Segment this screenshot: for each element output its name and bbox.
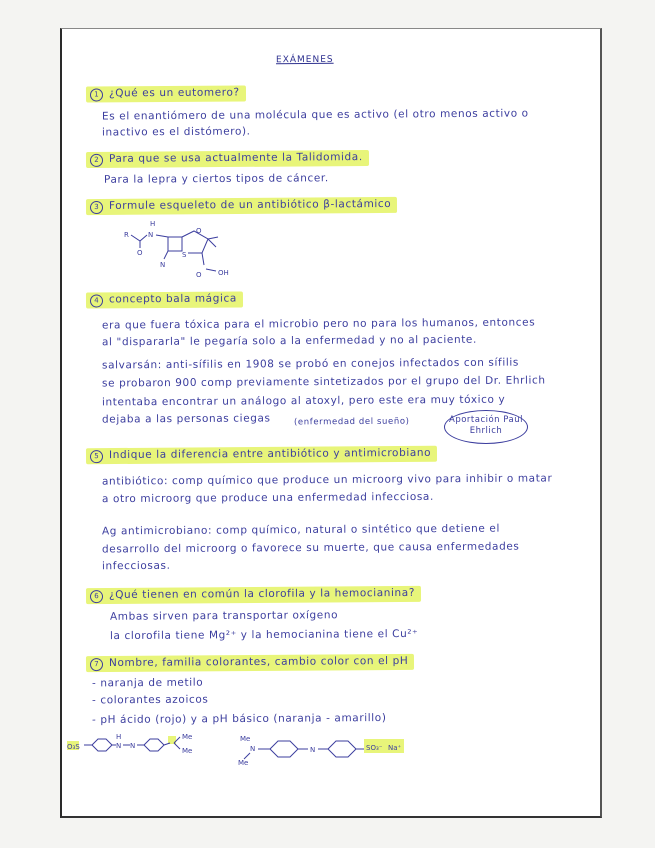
answer-4-line-4: se probaron 900 comp previamente sintetizados por el grupo del Dr. Ehrlich [101, 374, 546, 390]
answer-5-line-3: Ag antimicrobiano: comp químico, natural o sintético que detiene el [101, 522, 501, 538]
beta-lactam-structure [122, 217, 252, 279]
answer-7-line-2: - colorantes azoicos [91, 693, 209, 707]
struct-label-oh: OH [218, 269, 229, 277]
question-number-4: 4 [90, 294, 103, 307]
question-4 [86, 291, 243, 308]
question-7 [86, 654, 414, 672]
benzene-ring-3 [270, 741, 298, 757]
answer-7-line-3: - pH ácido (rojo) y a pH básico (naranja - amarillo) [91, 711, 387, 727]
answer-7-line-1: - naranja de metilo [91, 676, 204, 690]
question-6-text: ¿Qué tienen en común la clorofila y la hemocianina? [108, 586, 416, 602]
exam-sheet [60, 28, 602, 818]
oval-note-line-1: Aportación Paul [449, 415, 523, 425]
question-number-1: 1 [90, 88, 103, 101]
struct-thiazolidine-ring [182, 231, 208, 253]
mo-label-so3-left: O₃S [67, 743, 80, 751]
mo-label-n4: N [310, 746, 316, 754]
answer-6-line-2: la clorofila tiene Mg²⁺ y la hemocianina tiene el Cu²⁺ [109, 627, 419, 643]
struct-lactam-carbonyl [164, 251, 168, 259]
question-number-5: 5 [90, 450, 103, 463]
question-5 [86, 446, 437, 464]
struct-carboxyl-bond [202, 253, 204, 265]
struct-label-r: R [124, 231, 129, 239]
methyl-orange-structures [64, 729, 600, 779]
mo-label-so3-right: SO₃⁻ [366, 744, 383, 752]
ehrlich-contribution-note [444, 410, 528, 444]
answer-1-line-2: inactivo es el distómero). [101, 125, 251, 139]
struct-lactam-ring [168, 237, 182, 251]
struct-label-o3: O [196, 271, 202, 279]
struct-methyl-2 [208, 239, 216, 247]
answer-4-line-1: era que fuera tóxica para el microbio pero no para los humanos, entonces [101, 316, 536, 332]
struct-label-n1: N [148, 231, 154, 239]
question-2 [86, 150, 369, 168]
struct-label-h: H [150, 220, 156, 228]
answer-4-line-3: salvarsán: anti-sífilis en 1908 se probó en conejos infectados con sífilis [101, 356, 519, 372]
mo-label-n2: N [130, 742, 136, 750]
struct-oh-bond [206, 269, 216, 271]
benzene-ring-4 [328, 741, 356, 757]
question-7-text: Nombre, familia colorantes, cambio color con el pH [108, 654, 409, 669]
mo-label-me1: Me [182, 733, 193, 741]
question-number-3: 3 [90, 201, 103, 214]
question-6 [86, 586, 421, 604]
mo-label-me4: Me [238, 759, 249, 767]
question-number-7: 7 [90, 658, 103, 671]
struct-label-o1: O [137, 249, 143, 257]
answer-2-line-1: Para la lepra y ciertos tipos de cáncer. [103, 172, 329, 186]
question-2-text: Para que se usa actualmente la Talidomida. [108, 151, 363, 165]
struct-methyl-1 [208, 237, 218, 239]
answer-5-line-5: infecciosas. [101, 559, 171, 573]
question-3 [86, 197, 397, 215]
question-5-text: Indique la diferencia entre antibiótico y antimicrobiano [108, 446, 432, 462]
question-number-6: 6 [90, 590, 103, 603]
struct-label-n2: S [182, 251, 187, 259]
answer-6-line-1: Ambas sirven para transportar oxígeno [109, 609, 339, 623]
answer-4-line-5: intentaba encontrar un análogo al atoxyl, pero este era muy tóxico y [101, 393, 506, 409]
question-3-text: Formule esqueleto de un antibiótico β-lactámico [108, 197, 392, 212]
mo-bond-7 [174, 743, 180, 749]
struct-acyl-bond [131, 235, 147, 241]
struct-label-o2: N [160, 261, 166, 269]
answer-5-line-4: desarrollo del microorg o favorece su muerte, que causa enfermedades [101, 540, 520, 556]
answer-1-line-1: Es el enantiómero de una molécula que es activo (el otro menos activo o [101, 107, 529, 123]
answer-4-line-6: dejaba a las personas ciegas [101, 412, 271, 426]
struct-amide-bond [156, 235, 168, 237]
benzene-ring-2 [144, 739, 164, 751]
answer-4-line-2: al "dispararla" le pegaría solo a la enfermedad y no al paciente. [101, 333, 477, 349]
mo-label-me3: Me [240, 735, 251, 743]
answer-5-line-1: antibiótico: comp químico que produce un microorg vivo para inhibir o matar [101, 472, 553, 488]
page-title: EXÁMENES [275, 54, 334, 66]
answer-5-line-2: a otro microorg que produce una enfermedad infecciosa. [101, 490, 434, 506]
mo-label-h: H [116, 733, 122, 741]
mo-label-n3: N [250, 745, 256, 753]
mo-label-me2: Me [182, 747, 193, 755]
question-1 [86, 85, 246, 102]
benzene-ring-1 [92, 739, 112, 751]
question-1-text: ¿Qué es un eutomero? [108, 86, 240, 100]
struct-label-s: O [196, 227, 202, 235]
mo-label-n1: N [116, 742, 122, 750]
atoxyl-note: (enfermedad del sueño) [293, 416, 410, 428]
mo-label-na: Na⁺ [388, 744, 402, 752]
question-number-2: 2 [90, 154, 103, 167]
oval-note-line-2: Ehrlich [469, 426, 503, 436]
question-4-text: concepto bala mágica [108, 292, 237, 306]
